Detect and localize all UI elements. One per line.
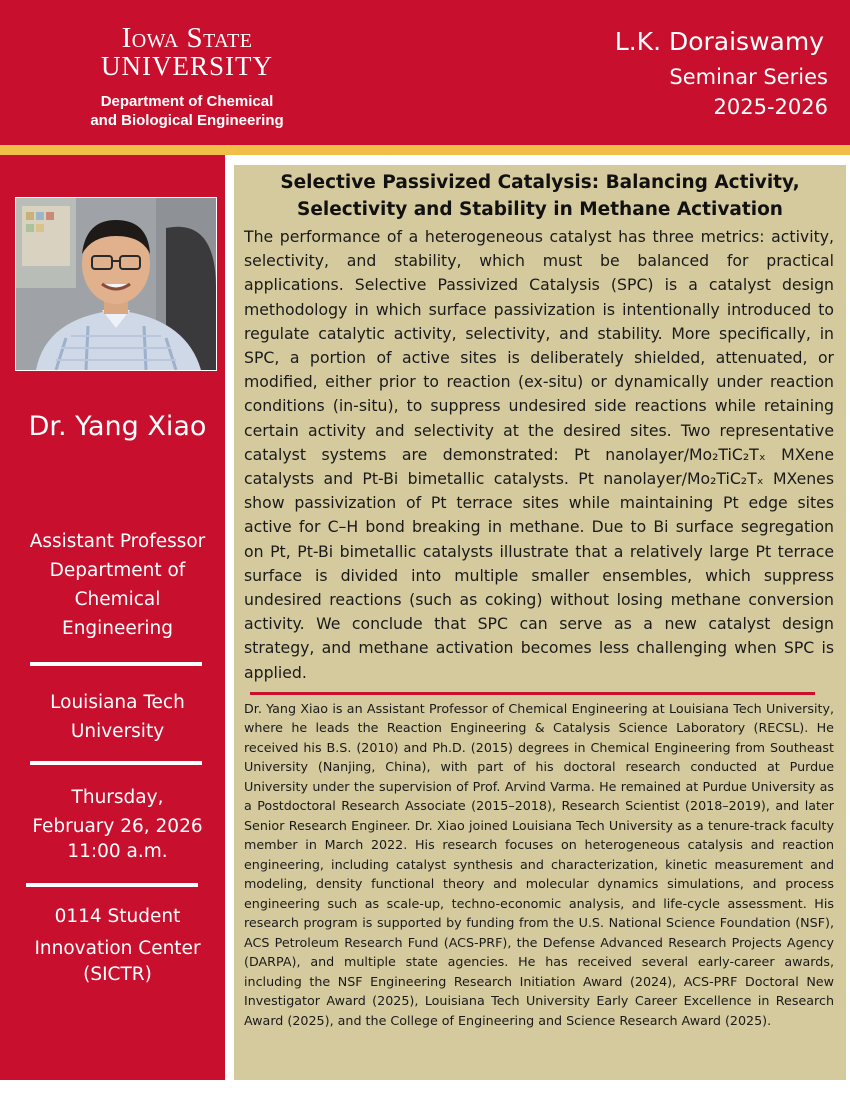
speaker-portrait-image bbox=[16, 198, 216, 370]
speaker-title bbox=[0, 527, 235, 643]
speaker-affiliation bbox=[0, 688, 235, 746]
date-line: Thursday, bbox=[71, 787, 164, 808]
university-name-line2: UNIVERSITY bbox=[101, 51, 273, 81]
sidebar-divider bbox=[30, 662, 202, 666]
seminar-location bbox=[0, 901, 235, 991]
department-line1: Department of Chemical bbox=[100, 93, 274, 110]
department-line2: and Biological Engineering bbox=[90, 112, 284, 129]
talk-title: Selective Passivized Catalysis: Balancing Activity, Selectivity and Stability in Methane Activation bbox=[280, 172, 800, 220]
talk-abstract: The performance of a heterogeneous catalyst has three metrics: activity, selectivity, and stability, which must be balanced for practical applications. Selective Passivized Catalysis (SPC) is a catalyst design methodology in which surface passivization is intentionally introduced to regulate catalytic activity, selectivity, and stability. More specifically, in SPC, a portion of active sites is deliberately shielded, attenuated, or modified, either prior to reaction (ex-situ) or dynamically under reaction conditions (in-situ), to suppress undesired side reactions while retaining certain activity and selectivity at the desired sites. Two representative catalyst systems are demonstrated: Pt nanolayer/Mo₂TiC₂Tₓ MXene catalysts and Pt-Bi bimetallic catalysts. Pt nanolayer/Mo₂TiC₂Tₓ MXenes show passivization of Pt terrace sites while maintaining Pt edge sites active for C–H bond breaking in methane. Due to Bi surface segregation on Pt, Pt-Bi bimetallic catalysts illustrate that a relatively large Pt terrace surface is divided into multiple smaller ensembles, which suppress undesired reactions (such as coking) without losing methane conversion activity. We conclude that SPC can serve as a new catalyst design strategy, and methane activation becomes less challenging when SPC is applied. bbox=[244, 227, 834, 682]
abstract-divider bbox=[250, 692, 815, 695]
seminar-date-time bbox=[0, 783, 235, 866]
speaker-bio: Dr. Yang Xiao is an Assistant Professor of Chemical Engineering at Louisiana Tech University, where he leads the Reaction Engineering & Catalysis Science Laboratory (RECSL). He received his B.S. (2010) and Ph.D. (2015) degrees in Chemical Engineering from Southeast University (Nanjing, China), with part of his doctoral research conducted at Purdue University under the supervision of Prof. Arvind Varma. He remained at Purdue University as a Postdoctoral Research Associate (2015–2018), Research Scientist (2018–2019), and later Senior Research Engineer. Dr. Xiao joined Louisiana Tech University as a tenure-track faculty member in March 2022. His research focuses on heterogeneous catalysis and reaction engineering, including catalyst synthesis and characterization, kinetic measurement and modeling, density functional theory and molecular dynamics simulations, and process engineering such as scale-up, techno-economic analysis, and life-cycle assessment. His research program is supported by funding from the U.S. National Science Foundation (NSF), ACS Petroleum Research Fund (ACS-PRF), the Defense Advanced Research Projects Agency (DARPA), and multiple state agencies. He has received several early-career awards, including the NSF Engineering Research Initiation Award (2024), ACS-PRF Doctoral New Investigator Award (2025), Louisiana Tech University Early Career Excellence in Research Award (2025), and the College of Engineering and Science Research Award (2025). bbox=[244, 700, 834, 1028]
sidebar-divider bbox=[26, 883, 198, 887]
speaker-sidebar bbox=[0, 155, 225, 1080]
location-line: (SICTR) bbox=[83, 964, 152, 985]
series-year: 2025-2026 bbox=[713, 95, 828, 119]
speaker-title-line: Assistant Professor bbox=[29, 531, 206, 552]
affiliation-line: University bbox=[70, 721, 165, 742]
sidebar-divider bbox=[30, 761, 202, 765]
location-line: 0114 Student bbox=[54, 906, 181, 927]
speaker-title-line: Department of bbox=[49, 560, 186, 581]
university-logo bbox=[62, 24, 312, 130]
affiliation-line: Louisiana Tech bbox=[50, 692, 185, 713]
speaker-title-line: Engineering bbox=[62, 618, 173, 639]
series-name: L.K. Doraiswamy bbox=[614, 27, 824, 56]
speaker-name: Dr. Yang Xiao bbox=[28, 411, 207, 442]
header-banner bbox=[0, 0, 850, 145]
department-name bbox=[62, 92, 312, 130]
talk-panel bbox=[234, 165, 846, 1080]
time-line: 11:00 a.m. bbox=[67, 841, 168, 862]
location-line: Innovation Center bbox=[34, 938, 201, 959]
speaker-photo bbox=[15, 197, 217, 371]
series-label: Seminar Series bbox=[669, 65, 828, 89]
date-line: February 26, 2026 bbox=[32, 816, 203, 837]
speaker-title-line: Chemical bbox=[74, 589, 161, 610]
university-name-line1: Iowa State bbox=[121, 22, 253, 54]
seminar-series bbox=[615, 22, 828, 122]
gold-accent-bar bbox=[0, 145, 850, 155]
